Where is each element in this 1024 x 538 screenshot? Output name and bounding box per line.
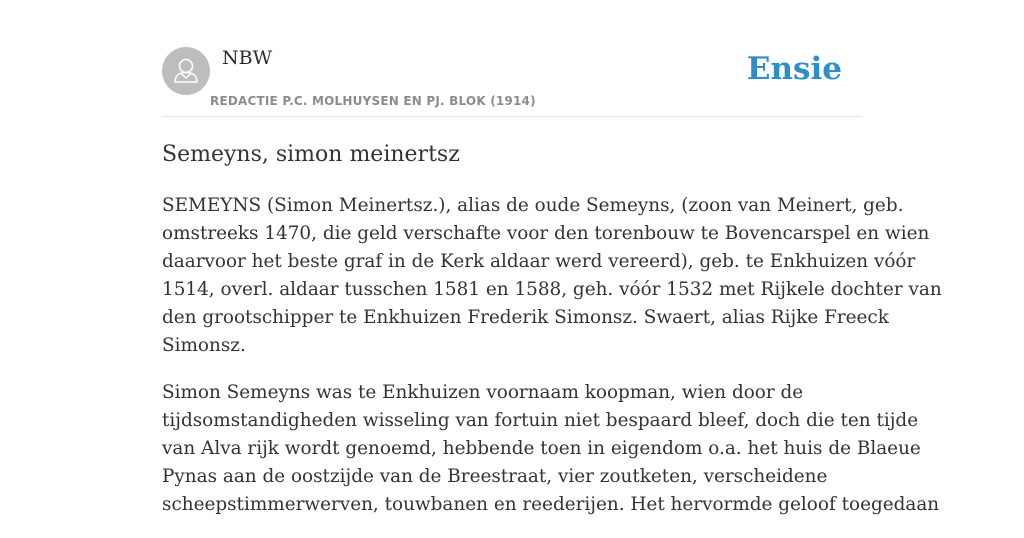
page <box>162 0 942 515</box>
user-icon <box>162 47 210 95</box>
paragraph-2 <box>162 379 940 519</box>
article-title: Semeyns, simon meinertsz <box>162 142 460 167</box>
text-line: van Alva rijk wordt genoemd, hebbende toen in eigendom o.a. het huis de Blaeue <box>162 438 921 459</box>
text-line: den grootschipper te Enkhuizen Frederik Simonsz. Swaert, alias Rijke Freeck <box>162 307 889 328</box>
text-line: omstreeks 1470, die geld verschafte voor den torenbouw te Bovencarspel en wien <box>162 223 930 244</box>
source-avatar[interactable] <box>162 47 210 95</box>
article-body <box>162 192 942 538</box>
text-line: Simonsz. <box>162 335 246 356</box>
paragraph-1 <box>162 192 942 360</box>
text-line: daarvoor het beste graf in de Kerk aldaar werd vereerd), geb. te Enkhuizen vóór <box>162 251 916 272</box>
text-line: scheepstimmerwerven, touwbanen en reederijen. Het hervormde geloof toegedaan <box>162 494 940 515</box>
text-line: Pynas aan de oostzijde van de Breestraat, vier zoutketen, verscheidene <box>162 466 828 487</box>
source-header <box>162 0 862 117</box>
text-line: Simon Semeyns was te Enkhuizen voornaam koopman, wien door de <box>162 382 804 403</box>
source-name[interactable]: NBW <box>222 47 273 69</box>
text-line: SEMEYNS (Simon Meinertsz.), alias de oude Semeyns, (zoon van Meinert, geb. <box>162 195 904 216</box>
source-subtitle: REDACTIE P.C. MOLHUYSEN EN PJ. BLOK (1914) <box>210 94 536 108</box>
ensie-logo[interactable]: Ensie <box>746 51 842 87</box>
text-line: 1514, overl. aldaar tusschen 1581 en 1588, geh. vóór 1532 met Rijkele dochter van <box>162 279 942 300</box>
text-line: tijdsomstandigheden wisseling van fortuin niet bespaard bleef, doch die ten tijde <box>162 410 919 431</box>
